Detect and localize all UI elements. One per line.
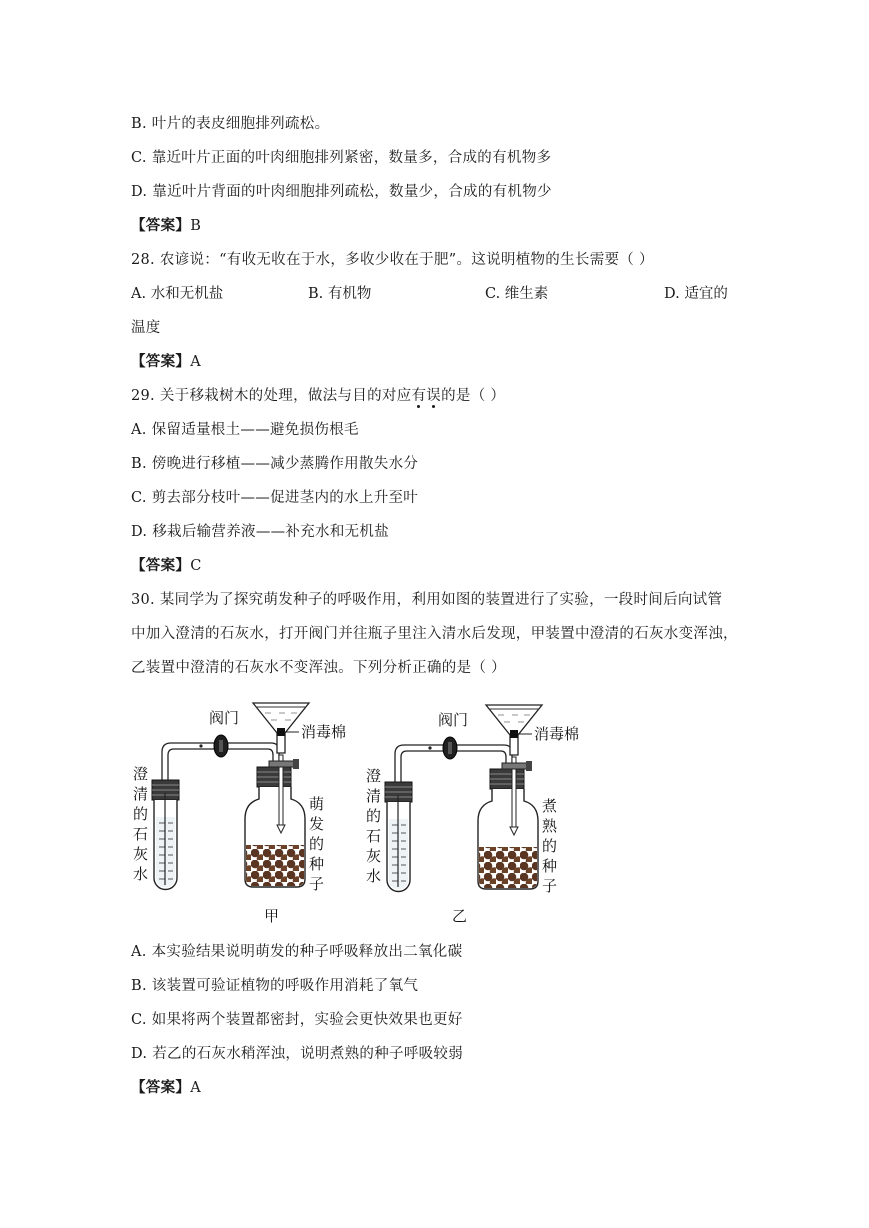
svg-text:水: 水 [366,867,382,885]
emphasis-char: 误 [426,388,442,404]
bottle [478,757,538,889]
svg-text:石: 石 [133,825,149,843]
q30-option-d: D. 若乙的石灰水稍浑浊，说明煮熟的种子呼吸较弱 [131,1046,464,1062]
answer-label: 【答案】 [131,218,191,234]
answer-value: A [190,1080,201,1096]
svg-text:的: 的 [542,837,558,855]
answer-value: B [190,218,202,234]
svg-text:的: 的 [133,805,149,823]
q27-option-d: D. 靠近叶片背面的叶肉细胞排列疏松，数量少，合成的有机物少 [131,184,552,200]
q29-option-c: C. 剪去部分枝叶——促进茎内的水上升至叶 [131,490,419,506]
svg-text:的: 的 [366,807,382,825]
q30-option-a: A. 本实验结果说明萌发的种子呼吸释放出二氧化碳 [131,944,463,960]
apparatus-jia [133,703,346,925]
answer-label: 【答案】 [131,1080,191,1096]
q28-option-a: A. 水和无机盐 [131,286,224,302]
q29-option-d: D. 移栽后输营养液——补充水和无机盐 [131,524,390,540]
answer-value: A [190,354,201,370]
answer-label: 【答案】 [131,558,191,574]
svg-text:萌: 萌 [309,795,325,813]
q30-option-b: B. 该装置可验证植物的呼吸作用消耗了氧气 [131,978,419,994]
cotton-label: 消毒棉 [301,723,347,741]
q29-stem [131,386,505,406]
q29-option-a: A. 保留适量根土——避免损伤根毛 [131,422,359,438]
bottle [245,755,305,887]
q30-stem-line-3: 乙装置中澄清的石灰水不变浑浊。下列分析正确的是（ ） [131,660,506,676]
tube-label [366,767,381,885]
bottle-label [542,797,558,895]
q29-stem-text-end: 的是（ ） [441,388,506,404]
q30-answer [131,1078,201,1098]
test-tube [385,782,412,892]
svg-text:清: 清 [133,785,149,803]
answer-label: 【答案】 [131,354,191,370]
q28-answer [131,352,201,372]
emphasis-char: 有 [411,388,427,404]
svg-text:灰: 灰 [366,847,382,865]
q27-option-c: C. 靠近叶片正面的叶肉细胞排列紧密，数量多，合成的有机物多 [131,150,552,166]
caption-jia: 甲 [264,907,280,925]
svg-text:澄: 澄 [133,765,149,783]
svg-text:子: 子 [309,875,325,893]
q30-stem-line-1: 30. 某同学为了探究萌发种子的呼吸作用，利用如图的装置进行了实验，一段时间后向试管 [131,592,723,608]
caption-yi: 乙 [452,907,468,925]
test-tube [152,780,179,890]
svg-text:熟: 熟 [542,817,558,835]
svg-text:种: 种 [542,857,558,875]
valve [443,737,457,759]
svg-text:煮: 煮 [542,797,558,815]
valve-label: 阀门 [209,709,240,727]
q28-option-c: C. 维生素 [485,286,549,302]
svg-text:清: 清 [366,787,382,805]
svg-text:灰: 灰 [133,845,149,863]
svg-text:澄: 澄 [366,767,382,785]
q28-option-d-continued: 温度 [131,320,161,336]
q27-answer [131,216,201,236]
bottle-label [309,795,324,893]
q29-option-b: B. 傍晚进行移植——减少蒸腾作用散失水分 [131,456,419,472]
q30-option-c: C. 如果将两个装置都密封，实验会更快效果也更好 [131,1012,463,1028]
q28-option-d: D. 适宜的 [664,286,728,302]
q28-stem: 28. 农谚说：“有收无收在于水，多收少收在于肥”。这说明植物的生长需要（ ） [131,252,654,268]
valve-label: 阀门 [438,711,469,729]
apparatus-yi [366,705,579,925]
svg-text:水: 水 [133,865,149,883]
q29-answer [131,556,202,576]
svg-text:子: 子 [542,877,558,895]
q28-options [131,284,741,304]
svg-text:种: 种 [309,855,325,873]
svg-text:发: 发 [309,815,325,833]
svg-text:石: 石 [366,827,382,845]
svg-text:的: 的 [309,835,325,853]
answer-value: C [190,558,202,574]
experiment-figure [131,695,601,930]
q27-option-b: B. 叶片的表皮细胞排列疏松。 [131,116,330,132]
q28-option-b: B. 有机物 [308,286,372,302]
cotton-label: 消毒棉 [534,725,580,743]
valve [214,735,228,757]
q29-stem-text: 29. 关于移栽树木的处理，做法与目的对应 [131,388,412,404]
tube-label [133,765,148,883]
q30-stem-line-2: 中加入澄清的石灰水，打开阀门并往瓶子里注入清水后发现，甲装置中澄清的石灰水变浑浊， [131,626,738,642]
